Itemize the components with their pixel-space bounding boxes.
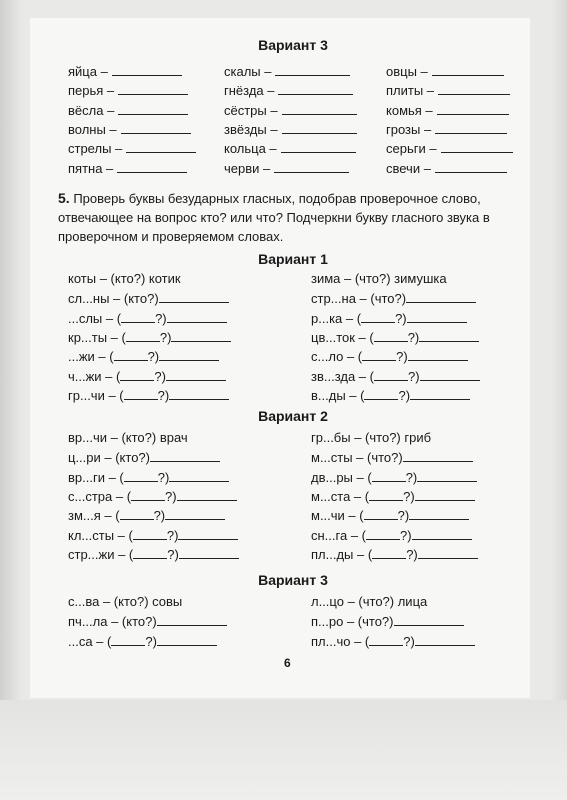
answer-blank[interactable]: [282, 121, 357, 134]
answer-blank[interactable]: [171, 329, 231, 342]
question-blank[interactable]: [374, 368, 408, 381]
answer-blank[interactable]: [282, 102, 357, 115]
word-item: [224, 160, 349, 176]
question-blank[interactable]: [361, 310, 395, 323]
word-text: комья –: [386, 102, 433, 118]
exercise-word: п...ро – (что?): [311, 614, 394, 630]
exercise-word: вр...чи – (кто?) врач: [68, 430, 188, 445]
word-text: сёстры –: [224, 102, 278, 118]
word-item: [386, 160, 507, 176]
task-number: 5.: [58, 190, 70, 206]
exercise-word: цв...ток – (: [311, 329, 374, 345]
exercise-word: ...жи – (: [68, 349, 114, 365]
answer-blank[interactable]: [407, 310, 467, 323]
question-blank[interactable]: [366, 527, 400, 540]
answer-blank[interactable]: [159, 348, 219, 361]
answer-blank[interactable]: [410, 387, 470, 400]
question-mark-text: ?): [407, 368, 420, 384]
answer-blank[interactable]: [412, 527, 472, 540]
exercise-item: [68, 368, 226, 384]
answer-blank[interactable]: [121, 121, 191, 134]
answer-blank[interactable]: [438, 82, 510, 95]
word-text: серьги –: [386, 141, 437, 157]
exercise-word: ц...ри – (кто?): [68, 450, 150, 466]
exercise-item: [68, 348, 219, 364]
exercise-item: [311, 488, 475, 504]
task-5: [58, 189, 523, 246]
exercise-item: [311, 594, 427, 609]
answer-blank[interactable]: [419, 329, 479, 342]
answer-blank[interactable]: [118, 82, 188, 95]
word-text: скалы –: [224, 64, 272, 79]
answer-blank[interactable]: [435, 121, 507, 134]
question-blank[interactable]: [133, 546, 167, 559]
word-item: [224, 82, 353, 98]
exercise-item: [311, 507, 469, 523]
question-mark-text: ?): [157, 387, 170, 403]
question-blank[interactable]: [364, 507, 398, 520]
exercise-item: [68, 430, 188, 445]
exercise-word: дв...ры – (: [311, 469, 372, 485]
question-mark-text: ?): [165, 488, 177, 504]
exercise-item: [68, 527, 238, 543]
exercise-word: зима – (что?) зимушка: [311, 271, 447, 286]
word-item: [68, 82, 188, 98]
exercise-item: [311, 290, 476, 306]
answer-blank[interactable]: [435, 160, 507, 173]
word-item: [386, 63, 504, 79]
question-mark-text: ?): [155, 310, 167, 326]
word-item: [224, 102, 357, 118]
answer-blank[interactable]: [420, 368, 480, 381]
answer-blank[interactable]: [415, 488, 475, 501]
exercise-word: вр...ги – (: [68, 469, 124, 485]
question-mark-text: ?): [159, 329, 172, 345]
answer-blank[interactable]: [409, 507, 469, 520]
exercise-word: зв...зда – (: [311, 368, 374, 384]
exercise-item: [311, 613, 464, 629]
variant-2-title: Вариант 2: [258, 408, 328, 424]
exercise-word: гр...бы – (что?) гриб: [311, 430, 432, 445]
question-blank[interactable]: [133, 527, 167, 540]
exercise-word: с...ва – (кто?) совы: [68, 594, 183, 609]
word-text: яйца –: [68, 64, 108, 79]
word-item: [68, 160, 187, 176]
exercise-item: [68, 271, 181, 286]
answer-blank[interactable]: [275, 63, 350, 76]
answer-blank[interactable]: [432, 63, 504, 76]
word-text: черви –: [224, 160, 271, 176]
scan-shadow-left: [0, 0, 22, 800]
question-mark-text: ?): [405, 469, 418, 485]
question-mark-text: ?): [153, 508, 166, 524]
question-blank[interactable]: [369, 488, 403, 501]
exercise-word: в...ды – (: [311, 387, 365, 403]
answer-blank[interactable]: [403, 449, 473, 462]
question-mark-text: ?): [403, 488, 415, 504]
word-text: волны –: [68, 121, 117, 137]
exercise-item: [68, 488, 237, 504]
answer-blank[interactable]: [157, 613, 227, 626]
exercise-word: кл...сты – (: [68, 527, 133, 543]
question-blank[interactable]: [126, 329, 160, 342]
question-mark-text: ?): [395, 310, 407, 326]
exercise-word: с...ло – (: [311, 349, 363, 365]
exercise-word: ...са – (: [68, 633, 112, 649]
exercise-word: м...сты – (что?): [311, 450, 403, 466]
question-blank[interactable]: [131, 488, 165, 501]
word-text: пятна –: [68, 160, 114, 176]
question-blank[interactable]: [369, 633, 403, 646]
word-item: [386, 102, 509, 118]
question-blank[interactable]: [120, 507, 154, 520]
answer-blank[interactable]: [418, 546, 478, 559]
answer-blank[interactable]: [165, 507, 225, 520]
exercise-item: [68, 546, 239, 562]
answer-blank[interactable]: [150, 449, 220, 462]
exercise-item: [311, 387, 470, 403]
variant-3-top-title: Вариант 3: [258, 37, 328, 53]
exercise-word: ...слы – (: [68, 310, 122, 326]
exercise-word: гр...чи – (: [68, 387, 124, 403]
scan-shadow-right: [549, 0, 567, 800]
exercise-word: м...чи – (: [311, 508, 364, 524]
answer-blank[interactable]: [437, 102, 509, 115]
exercise-item: [311, 469, 477, 485]
word-text: грозы –: [386, 121, 432, 137]
question-blank[interactable]: [364, 387, 398, 400]
word-text: кольца –: [224, 141, 277, 157]
exercise-item: [68, 329, 231, 345]
question-mark-text: ?): [154, 368, 166, 384]
exercise-item: [68, 594, 182, 609]
answer-blank[interactable]: [166, 368, 226, 381]
answer-blank[interactable]: [394, 613, 464, 626]
word-item: [386, 140, 513, 156]
answer-blank[interactable]: [157, 633, 217, 646]
scan-bottom-area: [0, 700, 567, 800]
word-item: [68, 102, 188, 118]
answer-blank[interactable]: [415, 633, 475, 646]
exercise-item: [68, 387, 229, 403]
question-blank[interactable]: [121, 310, 155, 323]
answer-blank[interactable]: [118, 102, 188, 115]
exercise-item: [311, 348, 468, 364]
word-item: [224, 121, 357, 137]
answer-blank[interactable]: [159, 290, 229, 303]
exercise-word: с...стра – (: [68, 488, 132, 504]
exercise-word: сл...ны – (кто?): [68, 291, 159, 307]
word-item: [224, 140, 356, 156]
exercise-word: м...ста – (: [311, 488, 370, 504]
exercise-item: [311, 449, 473, 465]
word-item: [386, 82, 510, 98]
word-item: [68, 63, 182, 79]
word-text: гнёзда –: [224, 83, 275, 99]
exercise-item: [311, 271, 447, 286]
question-mark-text: ?): [145, 633, 157, 649]
word-item: [68, 121, 191, 137]
answer-blank[interactable]: [278, 82, 353, 95]
answer-blank[interactable]: [406, 290, 476, 303]
question-blank[interactable]: [374, 329, 408, 342]
question-mark-text: ?): [406, 546, 418, 562]
question-blank[interactable]: [362, 348, 396, 361]
answer-blank[interactable]: [169, 469, 229, 482]
exercise-item: [311, 310, 467, 326]
exercise-item: [311, 527, 472, 543]
exercise-item: [311, 368, 480, 384]
exercise-item: [311, 633, 475, 649]
word-text: перья –: [68, 83, 115, 99]
task-text: Проверь буквы безударных гласных, подобрав проверочное слово, отвечающее на вопрос кто? или что? Подчеркни букву гласного звука в проверочном и проверяемом словах.: [58, 191, 490, 244]
question-mark-text: ?): [398, 387, 411, 403]
exercise-word: л...цо – (что?) лица: [311, 594, 428, 609]
answer-blank[interactable]: [441, 140, 513, 153]
question-mark-text: ?): [167, 546, 179, 562]
question-mark-text: ?): [403, 633, 415, 649]
answer-blank[interactable]: [274, 160, 349, 173]
exercise-word: р...ка – (: [311, 310, 362, 326]
variant-1-title: Вариант 1: [258, 251, 328, 267]
question-mark-text: ?): [147, 349, 160, 365]
question-blank[interactable]: [124, 387, 158, 400]
word-text: плиты –: [386, 83, 435, 99]
exercise-item: [68, 290, 229, 306]
exercise-item: [311, 329, 479, 345]
answer-blank[interactable]: [169, 387, 229, 400]
answer-blank[interactable]: [179, 546, 239, 559]
exercise-word: стр...жи – (: [68, 546, 134, 562]
exercise-item: [68, 469, 229, 485]
exercise-item: [311, 430, 431, 445]
question-mark-text: ?): [396, 349, 408, 365]
answer-blank[interactable]: [177, 488, 237, 501]
word-text: свечи –: [386, 160, 431, 176]
word-item: [68, 140, 196, 156]
question-blank[interactable]: [111, 633, 145, 646]
question-mark-text: ?): [399, 527, 412, 543]
question-blank[interactable]: [124, 469, 158, 482]
word-item: [386, 121, 507, 137]
question-mark-text: ?): [397, 508, 410, 524]
question-blank[interactable]: [120, 368, 154, 381]
exercise-word: коты – (кто?) котик: [68, 271, 181, 286]
answer-blank[interactable]: [112, 63, 182, 76]
question-blank[interactable]: [372, 469, 406, 482]
page-number: 6: [284, 656, 291, 670]
exercise-item: [68, 633, 217, 649]
question-blank[interactable]: [372, 546, 406, 559]
exercise-word: ч...жи – (: [68, 368, 121, 384]
exercise-word: сн...га – (: [311, 527, 366, 543]
word-text: овцы –: [386, 64, 428, 79]
exercise-word: зм...я – (: [68, 508, 120, 524]
answer-blank[interactable]: [167, 310, 227, 323]
exercise-item: [68, 449, 220, 465]
exercise-word: пч...ла – (кто?): [68, 614, 157, 630]
exercise-word: кр...ты – (: [68, 329, 126, 345]
answer-blank[interactable]: [126, 140, 196, 153]
answer-blank[interactable]: [281, 140, 356, 153]
answer-blank[interactable]: [408, 348, 468, 361]
answer-blank[interactable]: [117, 160, 187, 173]
variant-3-title: Вариант 3: [258, 572, 328, 588]
answer-blank[interactable]: [417, 469, 477, 482]
exercise-item: [311, 546, 478, 562]
exercise-item: [68, 613, 227, 629]
word-text: вёсла –: [68, 102, 115, 118]
exercise-word: пл...ды – (: [311, 546, 373, 562]
word-item: [224, 63, 350, 79]
question-blank[interactable]: [114, 348, 148, 361]
question-mark-text: ?): [157, 469, 170, 485]
exercise-word: пл...чо – (: [311, 633, 370, 649]
word-text: звёзды –: [224, 121, 278, 137]
answer-blank[interactable]: [178, 527, 238, 540]
word-text: стрелы –: [68, 141, 123, 157]
question-mark-text: ?): [166, 527, 179, 543]
question-mark-text: ?): [407, 329, 420, 345]
exercise-word: стр...на – (что?): [311, 291, 407, 307]
exercise-item: [68, 310, 227, 326]
exercise-item: [68, 507, 225, 523]
